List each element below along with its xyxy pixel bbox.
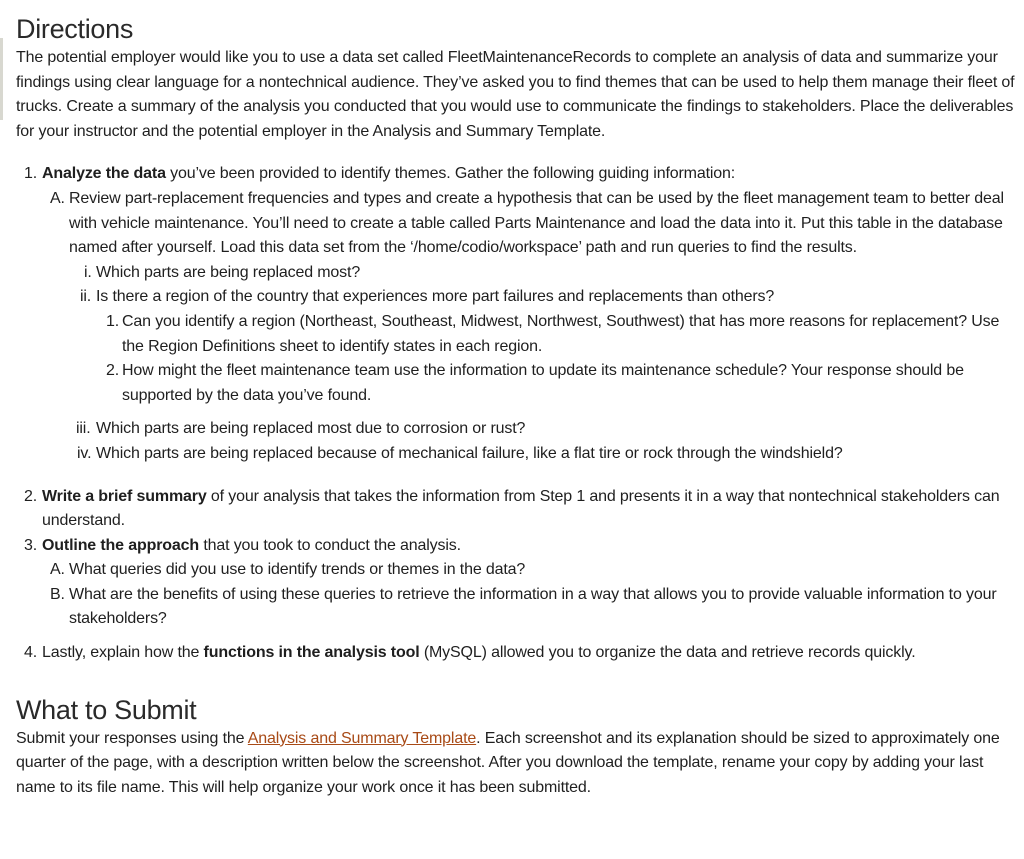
step-1-marker: 1. <box>24 165 38 183</box>
step-1a-i-text: Which parts are being replaced most? <box>96 263 361 281</box>
step-4 <box>16 641 1016 666</box>
step-1a-i-row <box>16 261 1016 286</box>
step-3-marker: 3. <box>24 536 38 554</box>
step-4-row <box>16 641 1016 666</box>
step-2-bold: Write a brief summary <box>42 487 207 505</box>
directions-intro: The potential employer would like you to use a data set called FleetMaintenanceRecords to complete an analysis of data and summarize your findings using clear language for a nontechnical audience. They’ve asked you to find themes that can be used to help them manage their fleet of trucks. Create a summary of the analysis you conducted that you would use to communicate the findings to stakeholders. Place the deliverables for your instructor and the potential employer in the Analysis and Summary Template. <box>16 49 1015 140</box>
step-2-row <box>16 485 1016 534</box>
step-1-text: you’ve been provided to identify themes. Gather the following guiding information: <box>165 165 736 183</box>
step-4-bold: functions in the analysis tool <box>203 644 420 662</box>
step-4-marker: 4. <box>24 644 38 662</box>
submit-text-after: . Each screenshot and its explanation should be sized to approximately one quarter of the page, with a description written below the screenshot. After you download the template, rename your copy by adding your last name to its file name. This will help organize your work once it has been submitted. <box>16 729 1000 796</box>
step-2-text: of your analysis that takes the information from Step 1 and presents it in a way that nontechnical stakeholders can understand. <box>42 487 1000 530</box>
step-2 <box>16 485 1016 534</box>
submit-text-before: Submit your responses using the <box>16 729 248 747</box>
step-3-row <box>16 534 1016 559</box>
step-1a-text: Review part-replacement frequencies and types and create a hypothesis that can be used by the fleet management team to better deal with vehicle maintenance. You’ll need to create a table called Parts Maintenance and load the data into it. Put this table in the database named after yourself. Load this data set from the ‘/home/codio/workspace’ path and run queries to find the results. <box>69 189 1004 257</box>
step-4-text: (MySQL) allowed you to organize the data and retrieve records quickly. <box>419 644 916 662</box>
step-1a-ii-2-row <box>16 359 1016 408</box>
step-1 <box>16 162 1016 466</box>
step-1a-iii-text: Which parts are being replaced most due to corrosion or rust? <box>96 420 526 438</box>
step-3-bold: Outline the approach <box>42 536 200 554</box>
step-3b-text: What are the benefits of using these queries to retrieve the information in a way that allows you to provide valuable information to your stakeholders? <box>69 585 997 628</box>
step-1a-i-marker: i. <box>84 263 92 281</box>
analysis-summary-template-link[interactable]: Analysis and Summary Template <box>247 729 477 747</box>
step-1a-iii-row <box>16 417 1016 442</box>
step-1a-ii-marker: ii. <box>80 288 92 306</box>
step-2-marker: 2. <box>24 487 38 505</box>
step-3a-text: What queries did you use to identify trends or themes in the data? <box>69 561 526 579</box>
step-1a-ii-1-marker: 1. <box>106 312 120 330</box>
step-1a-marker: A. <box>50 189 65 207</box>
step-1a-ii-text: Is there a region of the country that experiences more part failures and replacements than others? <box>96 288 775 306</box>
step-3 <box>16 534 1016 632</box>
step-1a-row <box>16 187 1016 261</box>
step-3a-row <box>16 558 1016 583</box>
step-3b-marker: B. <box>50 585 65 603</box>
directions-heading: Directions <box>16 14 134 44</box>
step-1-row <box>16 162 1016 187</box>
step-1a-ii-1-row <box>16 310 1016 359</box>
step-1a-ii-2-marker: 2. <box>106 362 120 380</box>
step-1a-ii-row <box>16 285 1016 310</box>
step-1a-iv-text: Which parts are being replaced because of mechanical failure, like a flat tire or rock through the windshield? <box>96 444 843 462</box>
submit-paragraph <box>16 727 1016 801</box>
step-1-bold: Analyze the data <box>42 165 166 183</box>
assignment-page <box>16 12 1016 800</box>
step-1a-ii-1-text: Can you identify a region (Northeast, Southeast, Midwest, Northwest, Southwest) that has more reasons for replacement? Use the Region Definitions sheet to identify states in each region. <box>122 312 1000 355</box>
step-1a-iv-row <box>16 442 1016 467</box>
step-1a-iv-marker: iv. <box>77 444 92 462</box>
step-3b-row <box>16 583 1016 632</box>
step-1a-ii-2-text: How might the fleet maintenance team use the information to update its maintenance schedule? Your response should be supported by the data you’ve found. <box>122 362 964 404</box>
left-border-accent <box>0 38 3 120</box>
step-3-text: that you took to conduct the analysis. <box>199 536 461 554</box>
step-3a-marker: A. <box>50 561 65 579</box>
step-1a-iii-marker: iii. <box>76 420 91 438</box>
what-to-submit-heading: What to Submit <box>16 694 197 725</box>
step-4-pre: Lastly, explain how the <box>42 644 204 662</box>
